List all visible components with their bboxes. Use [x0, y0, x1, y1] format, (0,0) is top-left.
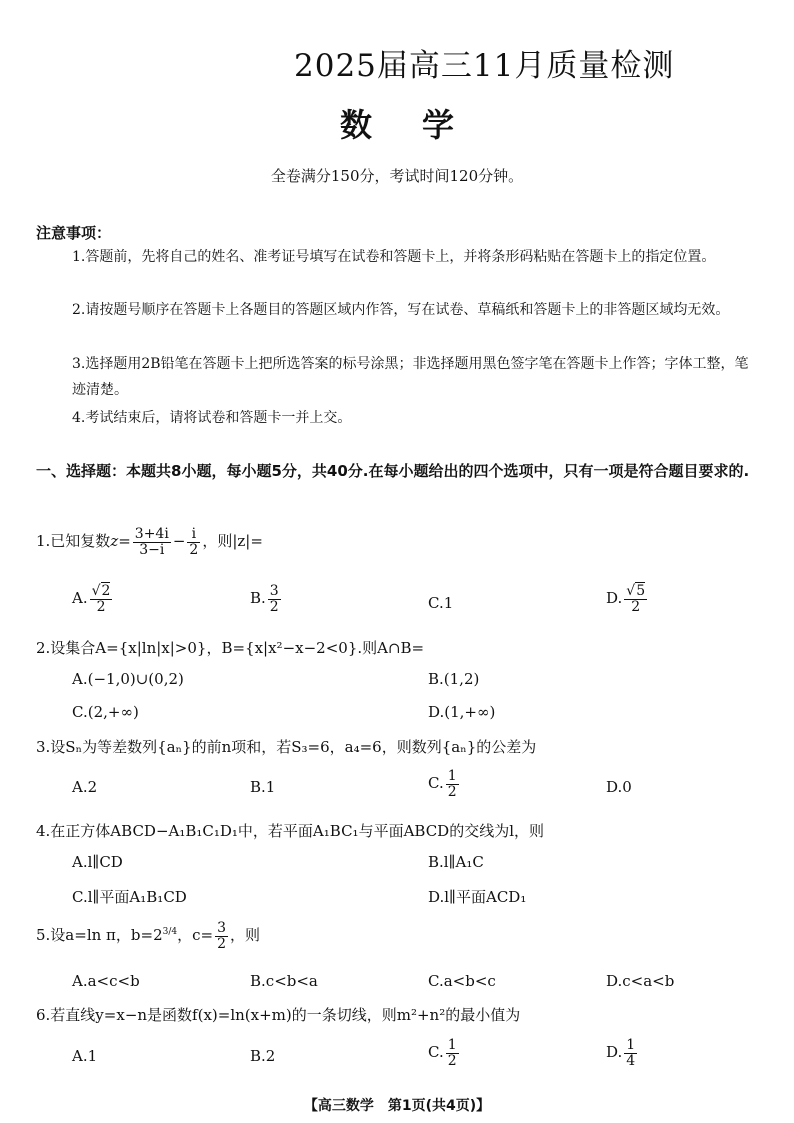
exam-title: 2025届高三11月质量检测 — [294, 48, 675, 84]
q5-prefix: 5.设a=ln π，b=2 — [36, 926, 163, 945]
q1-z-eq: z= — [110, 532, 131, 551]
q5-option-d: D.c<a<b — [606, 972, 675, 990]
q1-suffix: ，则|z|= — [202, 532, 263, 551]
q6-d-fraction — [624, 1038, 637, 1068]
q6-option-b: B.2 — [250, 1047, 276, 1065]
q2-option-c: C.(2,+∞) — [72, 703, 139, 721]
q6-c-fraction — [446, 1038, 459, 1068]
q2-option-a: A.(−1,0)∪(0,2) — [72, 670, 184, 688]
q3-c-label: C. — [428, 774, 444, 793]
subject-char-2: 学 — [422, 106, 455, 144]
page-footer: 【高三数学 第1页(共4页)】 — [303, 1098, 491, 1114]
notice-item-4: 4.考试结束后，请将试卷和答题卡一并上交。 — [72, 410, 352, 426]
section-1-heading: 一、选择题：本题共8小题，每小题5分，共40分.在每小题给出的四个选项中，只有一项是符合题目要求的. — [36, 462, 750, 480]
q1-d-den: 2 — [631, 598, 641, 615]
question-3-stem: 3.设Sₙ为等差数列{aₙ}的前n项和，若S₃=6，a₄=6，则数列{aₙ}的公差为 — [36, 738, 537, 756]
q1-fraction-2 — [187, 527, 200, 557]
q1-b-den: 2 — [269, 598, 279, 615]
q5-c-num: 3 — [217, 920, 227, 936]
notice-item-3: 3.选择题用2B铅笔在答题卡上把所选答案的标号涂黑；非选择题用黑色签字笔在答题卡上作答；字体工整，笔迹清楚。 — [72, 356, 749, 398]
q1-b-label: B. — [250, 589, 266, 608]
q6-c-num: 1 — [447, 1037, 457, 1053]
q6-d-label: D. — [606, 1043, 623, 1062]
q6-d-den: 4 — [626, 1052, 636, 1069]
q5-c-den: 2 — [217, 935, 227, 952]
q6-d-num: 1 — [626, 1037, 636, 1053]
subject-char-1: 数 — [339, 106, 372, 144]
q1-prefix: 1.已知复数 — [36, 532, 111, 551]
q1-d-num: √5 — [626, 583, 646, 599]
q6-c-den: 2 — [447, 1052, 457, 1069]
question-6-stem: 6.若直线y=x−n是函数f(x)=ln(x+m)的一条切线，则m²+n²的最小值为 — [36, 1006, 521, 1024]
q1-frac2-den: 2 — [189, 541, 199, 558]
q1-d-radicand: 5 — [636, 583, 646, 599]
q4-option-a: A.l∥CD — [72, 853, 123, 871]
q1-frac1-num: 3+4i — [134, 526, 169, 542]
q5-option-a: A.a<c<b — [72, 972, 140, 990]
q6-option-c — [428, 1038, 461, 1068]
q5-c-fraction — [215, 921, 228, 951]
q5-option-b: B.c<b<a — [250, 972, 318, 990]
q1-option-b — [250, 584, 283, 614]
q3-option-a: A.2 — [72, 778, 98, 796]
q5-c-part: ，c= — [177, 926, 214, 945]
q6-option-a: A.1 — [72, 1047, 98, 1065]
q3-option-c — [428, 769, 461, 799]
question-4-stem: 4.在正方体ABCD−A₁B₁C₁D₁中，若平面A₁BC₁与平面ABCD的交线为l，则 — [36, 822, 545, 840]
q4-option-c: C.l∥平面A₁B₁CD — [72, 888, 187, 906]
q5-suffix: ，则 — [230, 926, 261, 945]
q3-option-d: D.0 — [606, 778, 632, 796]
q5-b-exponent: 3/4 — [162, 927, 178, 938]
q2-option-b: B.(1,2) — [428, 670, 480, 688]
q1-a-den: 2 — [96, 598, 106, 615]
exam-info: 全卷满分150分，考试时间120分钟。 — [270, 167, 524, 185]
notice-item-2: 2.请按题号顺序在答题卡上各题目的答题区域内作答，写在试卷、草稿纸和答题卡上的非答题区域均无效。 — [72, 302, 730, 318]
q5-option-c: C.a<b<c — [428, 972, 496, 990]
q1-d-fraction — [624, 584, 647, 614]
q1-frac2-num: i — [187, 527, 200, 543]
q4-option-d: D.l∥平面ACD₁ — [428, 888, 527, 906]
q1-frac1-den: 3−i — [139, 541, 165, 558]
q1-minus: − — [172, 532, 186, 551]
q4-option-b: B.l∥A₁C — [428, 853, 484, 871]
q1-fraction-1 — [133, 527, 171, 557]
q3-c-num: 1 — [447, 768, 457, 784]
notice-item-1: 1.答题前，先将自己的姓名、准考证号填写在试卷和答题卡上，并将条形码粘贴在答题卡上的指定位置。 — [72, 249, 716, 265]
q1-option-c: C.1 — [428, 594, 454, 612]
q1-d-label: D. — [606, 589, 623, 608]
question-2-stem: 2.设集合A={x|ln|x|>0}，B={x|x²−x−2<0}.则A∩B= — [36, 639, 425, 657]
q6-option-d — [606, 1038, 639, 1068]
q1-a-radicand: 2 — [101, 583, 111, 599]
subject-heading — [0, 100, 794, 146]
q1-option-a — [72, 584, 114, 614]
q1-b-fraction — [268, 584, 281, 614]
q3-c-fraction — [446, 769, 459, 799]
q1-a-fraction — [90, 584, 113, 614]
question-5-stem — [36, 921, 260, 951]
q2-option-d: D.(1,+∞) — [428, 703, 496, 721]
notice-title: 注意事项： — [36, 224, 112, 242]
q1-b-num: 3 — [269, 583, 279, 599]
q3-c-den: 2 — [447, 783, 457, 800]
q1-a-num: √2 — [91, 583, 111, 599]
q6-c-label: C. — [428, 1043, 444, 1062]
q1-a-label: A. — [72, 589, 88, 608]
question-1-stem — [36, 527, 263, 557]
q1-option-d — [606, 584, 649, 614]
q3-option-b: B.1 — [250, 778, 276, 796]
